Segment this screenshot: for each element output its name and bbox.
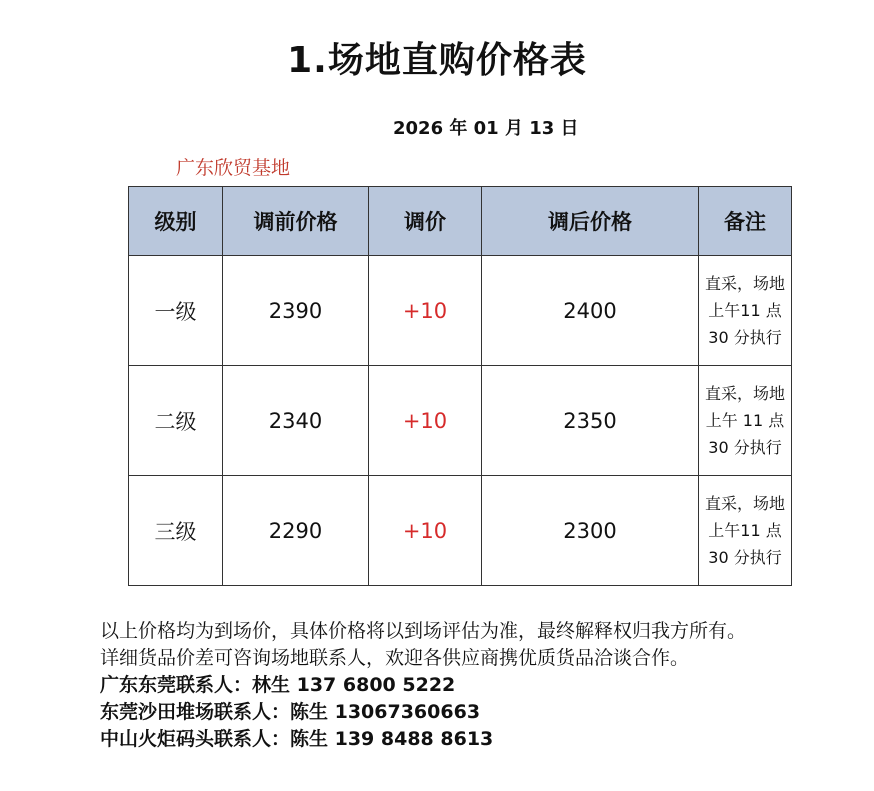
column-header-adjustment: 调价: [369, 187, 482, 256]
remarks-cell: 直采，场地上午11 点 30 分执行: [699, 476, 792, 586]
contact-shatian: 东莞沙田堆场联系人：陈生 13067360663: [100, 701, 481, 723]
footer-notes: [100, 618, 860, 753]
column-header-before-price: 调前价格: [223, 187, 369, 256]
page-title: 1.场地直购价格表: [287, 40, 587, 81]
table-row: [129, 366, 792, 476]
after-price-cell: 2400: [482, 256, 699, 366]
column-header-remarks: 备注: [699, 187, 792, 256]
column-header-after-price: 调后价格: [482, 187, 699, 256]
grade-cell: 二级: [129, 366, 223, 476]
price-table: [128, 186, 792, 586]
adjustment-cell: +10: [369, 476, 482, 586]
remarks-cell: 直采，场地上午 11 点 30 分执行: [699, 366, 792, 476]
price-disclaimer: 以上价格均为到场价，具体价格将以到场评估为准，最终解释权归我方所有。: [100, 620, 747, 642]
remarks-cell: 直采，场地上午11 点 30 分执行: [699, 256, 792, 366]
table-header-row: [129, 187, 792, 256]
table-row: [129, 256, 792, 366]
base-name: 广东欣贸基地: [176, 157, 291, 179]
consult-note: 详细货品价差可咨询场地联系人，欢迎各供应商携优质货品洽谈合作。: [100, 647, 690, 669]
column-header-grade: 级别: [129, 187, 223, 256]
contact-dongguan: 广东东莞联系人：林生 137 6800 5222: [100, 674, 456, 696]
before-price-cell: 2340: [223, 366, 369, 476]
date-label: 2026 年 01 月 13 日: [393, 118, 579, 139]
before-price-cell: 2290: [223, 476, 369, 586]
adjustment-cell: +10: [369, 366, 482, 476]
adjustment-cell: +10: [369, 256, 482, 366]
grade-cell: 三级: [129, 476, 223, 586]
grade-cell: 一级: [129, 256, 223, 366]
after-price-cell: 2300: [482, 476, 699, 586]
before-price-cell: 2390: [223, 256, 369, 366]
contact-zhongshan: 中山火炬码头联系人：陈生 139 8488 8613: [100, 728, 494, 750]
after-price-cell: 2350: [482, 366, 699, 476]
table-row: [129, 476, 792, 586]
